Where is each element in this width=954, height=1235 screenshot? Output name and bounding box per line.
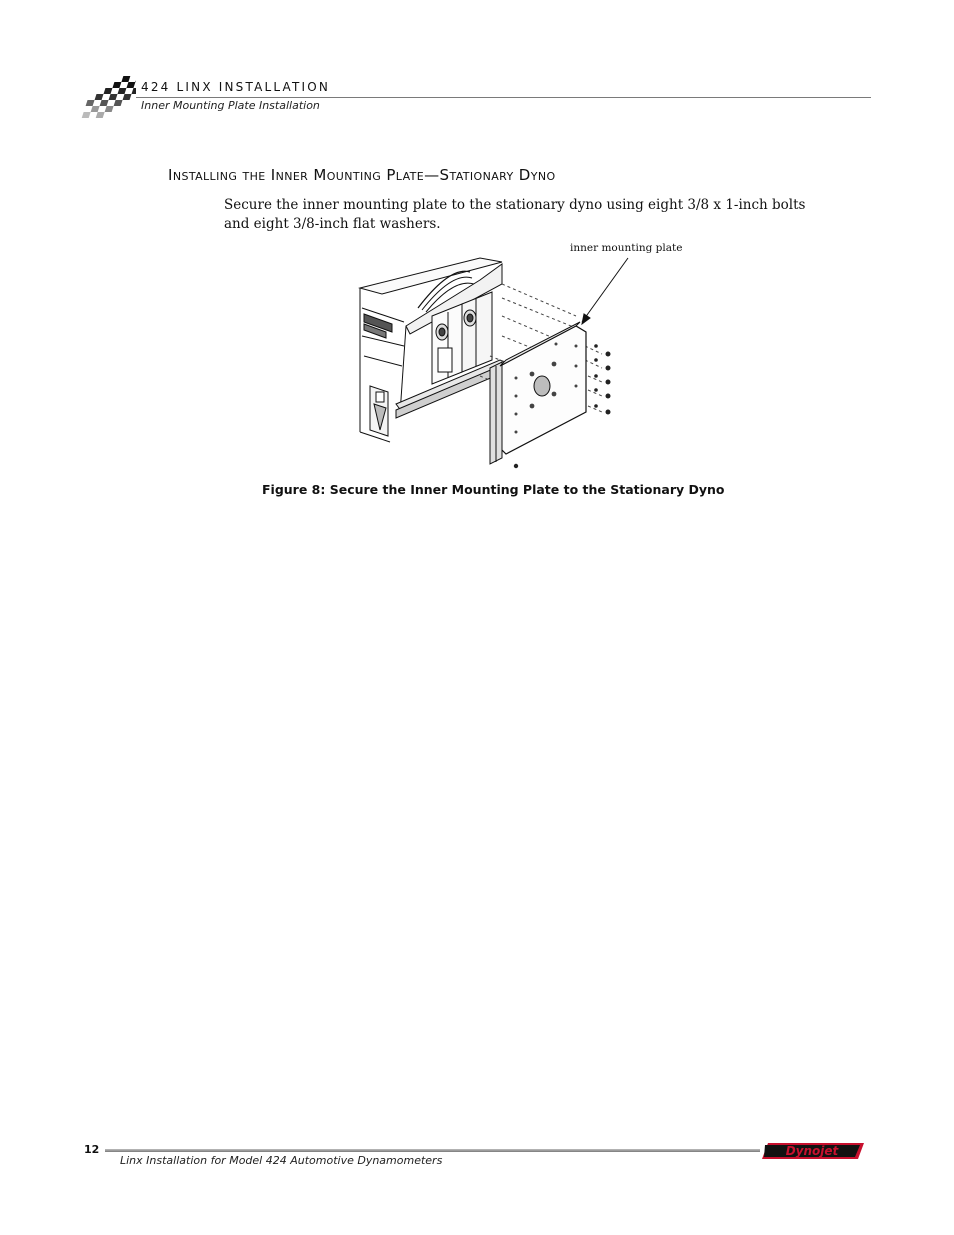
footer-document-title: Linx Installation for Model 424 Automotive Dynamometers xyxy=(120,1154,443,1167)
callout-arrow-head xyxy=(582,314,590,324)
figure-caption: Figure 8: Secure the Inner Mounting Plate to the Stationary Dyno xyxy=(262,482,725,497)
chapter-title: 424 LINX INSTALLATION xyxy=(141,80,331,94)
mounting-plate-diagram xyxy=(340,236,700,476)
callout-arrow-line xyxy=(582,258,628,322)
instruction-paragraph: Secure the inner mounting plate to the stationary dyno using eight 3/8 x 1-inch bolts and eight 3/8-inch flat washers. xyxy=(224,197,806,232)
checkered-flag-icon xyxy=(80,74,136,120)
section-subtitle: Inner Mounting Plate Installation xyxy=(141,99,320,112)
footer-divider xyxy=(105,1149,760,1152)
figure-callout-label: inner mounting plate xyxy=(570,242,683,254)
page-number: 12 xyxy=(84,1143,100,1156)
section-heading: Installing the Inner Mounting Plate—Stationary Dyno xyxy=(168,166,556,184)
dynojet-logo xyxy=(762,1141,866,1161)
svg-text:Dynojet: Dynojet xyxy=(785,1144,839,1158)
header-divider xyxy=(136,97,871,98)
